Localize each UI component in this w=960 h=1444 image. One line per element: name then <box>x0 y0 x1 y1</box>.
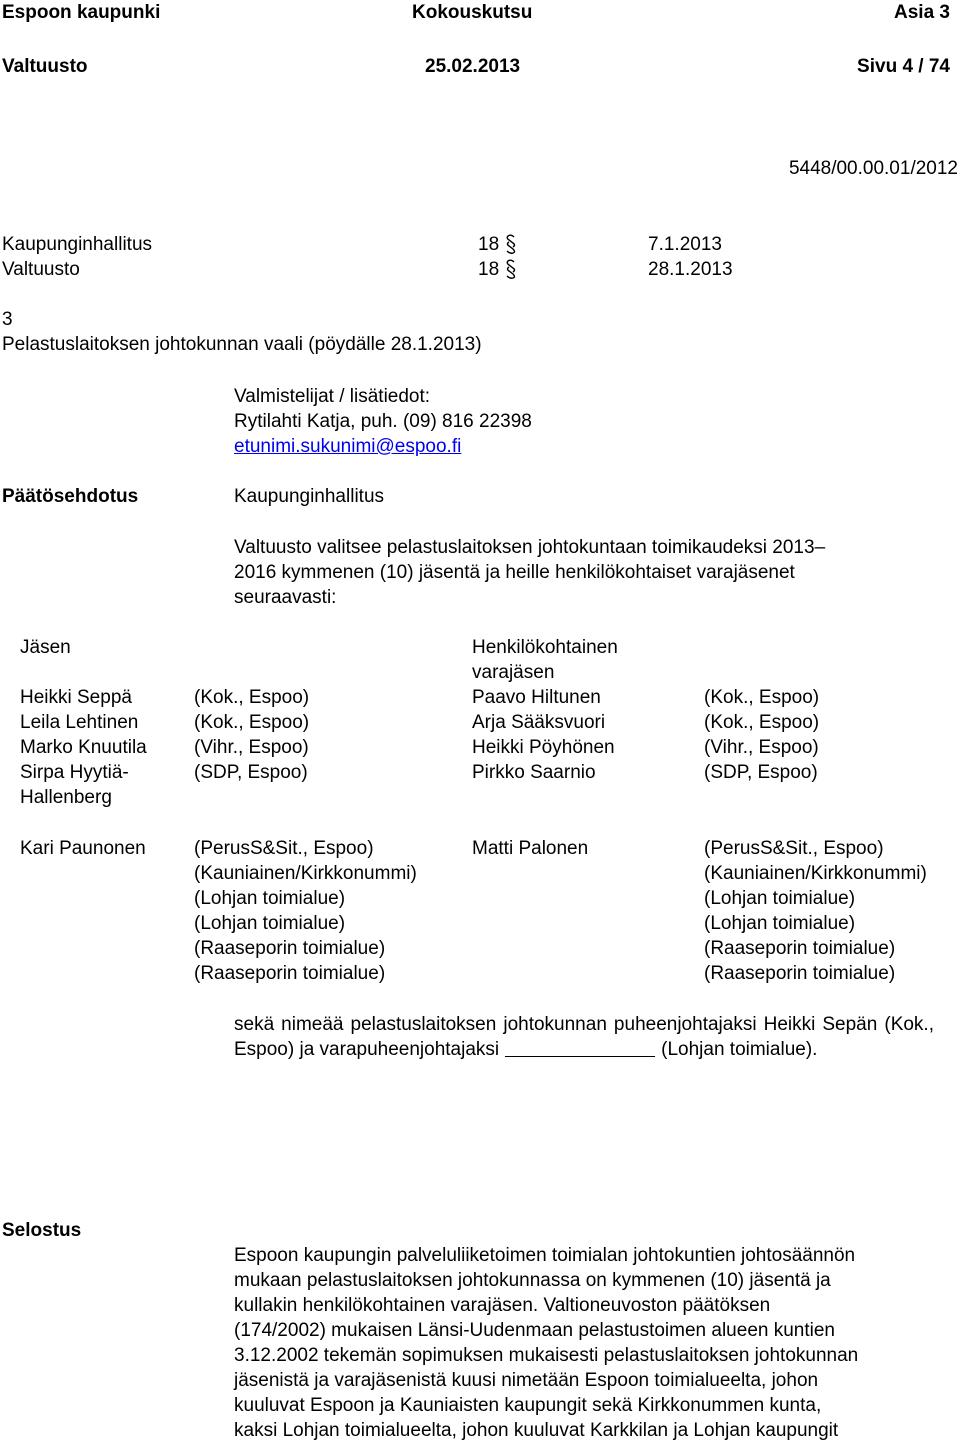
deputy-name: Matti Palonen <box>472 838 589 859</box>
header-page: Sivu 4 / 74 <box>857 56 950 77</box>
header-date: 25.02.2013 <box>425 56 521 77</box>
column-header-deputy-cont: varajäsen <box>472 662 555 683</box>
deputy-party: (SDP, Espoo) <box>704 762 818 783</box>
member-party: (Kauniainen/Kirkkonummi) <box>194 863 417 884</box>
proposal-intro-line: seuraavasti: <box>234 587 337 608</box>
header-item: Asia 3 <box>894 2 950 23</box>
member-name: Marko Knuutila <box>20 737 147 758</box>
meeting-date: 28.1.2013 <box>648 259 733 280</box>
deputy-party: (Raaseporin toimialue) <box>704 963 896 984</box>
section-number: 18 <box>478 259 500 280</box>
deputy-party: (PerusS&Sit., Espoo) <box>704 838 884 859</box>
member-party: (PerusS&Sit., Espoo) <box>194 838 374 859</box>
member-name: Leila Lehtinen <box>20 712 139 733</box>
meeting-date: 7.1.2013 <box>648 234 722 255</box>
deputy-party: (Vihr., Espoo) <box>704 737 819 758</box>
paragraph-sign-icon <box>504 233 518 255</box>
header-doc-type: Kokouskutsu <box>412 2 533 23</box>
header-org: Espoon kaupunki <box>2 2 161 23</box>
item-number: 3 <box>2 309 13 330</box>
column-header-member: Jäsen <box>20 637 71 658</box>
statement-label: Selostus <box>2 1220 82 1241</box>
item-title: Pelastuslaitoksen johtokunnan vaali (pöydälle 28.1.2013) <box>2 334 482 355</box>
statement-line: mukaan pelastuslaitoksen johtokunnassa on kymmenen (10) jäsentä ja <box>234 1270 831 1291</box>
member-party: (Lohjan toimialue) <box>194 913 346 934</box>
deputy-name: Arja Sääksvuori <box>472 712 606 733</box>
statement-line: kullakin henkilökohtainen varajäsen. Valtioneuvoston päätöksen <box>234 1295 771 1316</box>
statement-line: kaksi Lohjan toimialueelta, johon kuuluvat Karkkilan ja Lohjan kaupungit <box>234 1420 839 1441</box>
deputy-party: (Kauniainen/Kirkkonummi) <box>704 863 927 884</box>
column-header-deputy: Henkilökohtainen <box>472 637 618 658</box>
statement-line: kuuluvat Espoon ja Kauniaisten kaupungit sekä Kirkkonummen kunta, <box>234 1395 822 1416</box>
member-party: (Raaseporin toimialue) <box>194 963 386 984</box>
deputy-name: Heikki Pöyhönen <box>472 737 615 758</box>
meeting-body: Kaupunginhallitus <box>2 234 153 255</box>
deputy-party: (Kok., Espoo) <box>704 687 820 708</box>
member-name: Kari Paunonen <box>20 838 146 859</box>
header-body: Valtuusto <box>2 56 88 77</box>
preparer-name-phone: Rytilahti Katja, puh. (09) 816 22398 <box>234 411 532 432</box>
meeting-section <box>478 232 518 257</box>
member-name: Sirpa Hyytiä- <box>20 762 129 783</box>
deputy-party: (Lohjan toimialue) <box>704 913 856 934</box>
deputy-party: (Raaseporin toimialue) <box>704 938 896 959</box>
meeting-body: Valtuusto <box>2 259 80 280</box>
proposal-label: Päätösehdotus <box>2 486 139 507</box>
preparer-email-link[interactable]: etunimi.sukunimi@espoo.fi <box>234 436 462 457</box>
member-party: (Kok., Espoo) <box>194 712 310 733</box>
member-party: (Vihr., Espoo) <box>194 737 309 758</box>
statement-line: Espoon kaupungin palveluliiketoimen toimialan johtokuntien johtosäännön <box>234 1245 856 1266</box>
proposal-intro-line: Valtuusto valitsee pelastuslaitoksen johtokuntaan toimikaudeksi 2013– <box>234 537 826 558</box>
deputy-name: Paavo Hiltunen <box>472 687 601 708</box>
chair-text-after: (Lohjan toimialue). <box>661 1039 818 1060</box>
chair-paragraph <box>234 1012 934 1062</box>
deputy-party: (Lohjan toimialue) <box>704 888 856 909</box>
statement-line: (174/2002) mukaisen Länsi-Uudenmaan pelastustoimen alueen kuntien <box>234 1320 835 1341</box>
member-party: (Raaseporin toimialue) <box>194 938 386 959</box>
member-party: (Kok., Espoo) <box>194 687 310 708</box>
meeting-section <box>478 257 518 282</box>
member-party: (SDP, Espoo) <box>194 762 308 783</box>
deputy-party: (Kok., Espoo) <box>704 712 820 733</box>
chair-text-before: sekä nimeää pelastuslaitoksen johtokunnan puheenjohtajaksi Heikki Sepän (Kok., Espoo) ja varapuheenjohtajaksi <box>234 1014 934 1060</box>
member-party: (Lohjan toimialue) <box>194 888 346 909</box>
section-number: 18 <box>478 234 500 255</box>
member-name: Heikki Seppä <box>20 687 132 708</box>
proposal-intro-line: 2016 kymmenen (10) jäsentä ja heille henkilökohtaiset varajäsenet <box>234 562 795 583</box>
statement-line: jäsenistä ja varajäsenistä kuusi nimetään Espoon toimialueelta, johon <box>234 1370 819 1391</box>
paragraph-sign-icon <box>504 258 518 280</box>
preparers-label: Valmistelijat / lisätiedot: <box>234 386 431 407</box>
deputy-name: Pirkko Saarnio <box>472 762 596 783</box>
proposer: Kaupunginhallitus <box>234 486 385 507</box>
statement-line: 3.12.2002 tekemän sopimuksen mukaisesti pelastuslaitoksen johtokunnan <box>234 1345 859 1366</box>
vice-chair-blank <box>505 1037 655 1057</box>
member-name-cont: Hallenberg <box>20 787 112 808</box>
record-id: 5448/00.00.01/2012 <box>788 158 958 179</box>
